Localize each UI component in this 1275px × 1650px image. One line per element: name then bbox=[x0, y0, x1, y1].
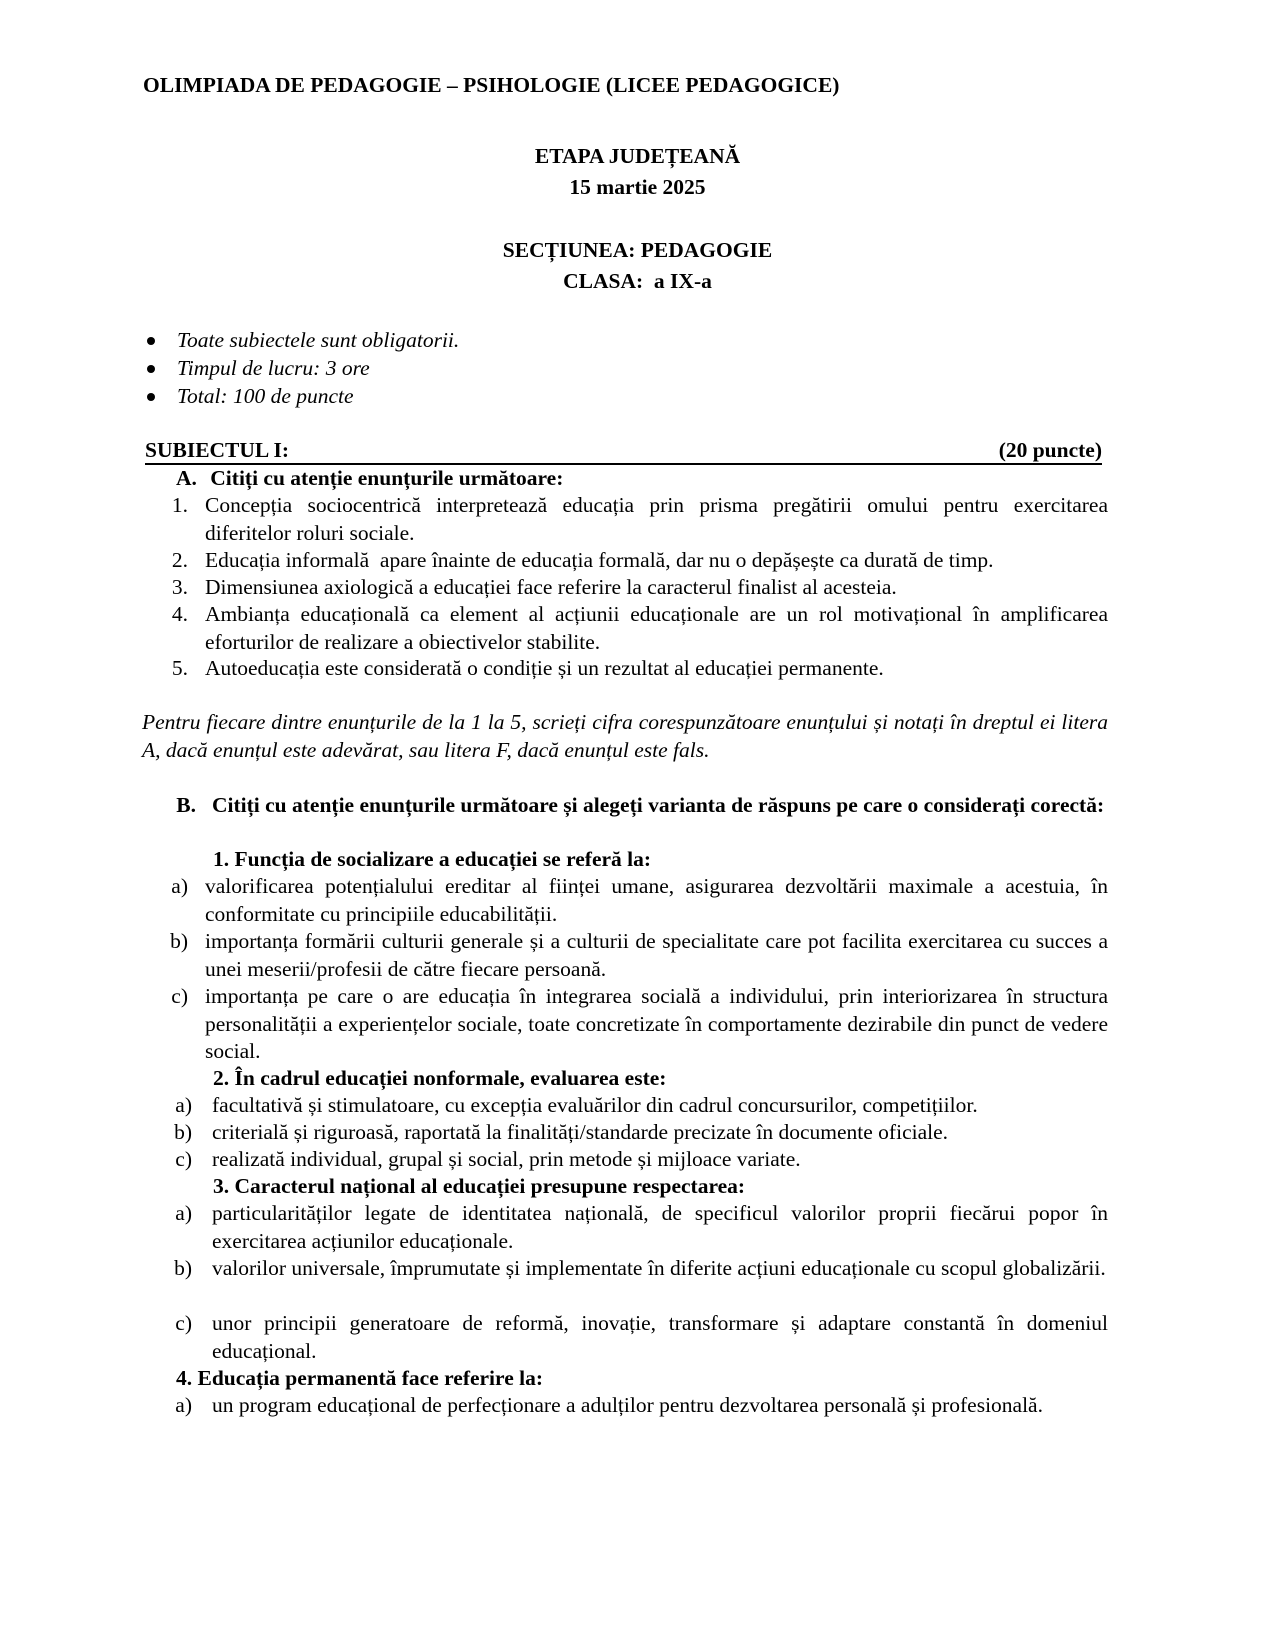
option-text: valorificarea potențialului ereditar al ființei umane, asigurarea dezvoltării maximale a acestuia, în conformitate cu principiile educabilității. bbox=[205, 874, 1108, 926]
option-text: particularităților legate de identitatea națională, de specificul valorilor proprii fiecărui popor în exercitarea acțiunilor educaționale. bbox=[212, 1201, 1108, 1253]
question-title: 1. Funcția de socializare a educației se referă la: bbox=[213, 847, 652, 871]
statement-text: Autoeducația este considerată o condiție și un rezultat al educației permanente. bbox=[205, 656, 884, 680]
question-title: 3. Caracterul național al educației presupune respectarea: bbox=[213, 1174, 746, 1198]
statement-number: 5. bbox=[171, 656, 188, 680]
option-text: valorilor universale, împrumutate și implementate în diferite acțiuni educaționale cu scopul globalizării. bbox=[212, 1256, 1106, 1280]
option-text: un program educațional de perfecționare a adulților pentru dezvoltarea personală și profesională. bbox=[212, 1393, 1043, 1417]
option-text: unor principii generatoare de reformă, inovație, transformare și adaptare constantă în domeniul educațional. bbox=[212, 1311, 1108, 1363]
subject-title: SUBIECTUL I: bbox=[145, 438, 289, 462]
option-letter: b) bbox=[174, 1256, 192, 1280]
option-letter: c) bbox=[175, 1311, 192, 1335]
part-a-heading bbox=[176, 465, 563, 493]
part-a-instruction: Pentru fiecare dintre enunțurile de la 1 la 5, scrieți cifra corespunzătoare enunțului și notați în dreptul ei litera A, dacă enunțul este adevărat, sau litera F, dacă enunțul este fals. bbox=[142, 710, 1108, 762]
statement-number: 2. bbox=[171, 548, 188, 572]
instruction-item bbox=[0, 327, 1275, 355]
bullet-icon bbox=[147, 337, 155, 345]
subject-heading bbox=[145, 437, 1102, 465]
option-text: importanța formării culturii generale și a culturii de specialitate care pot facilita exercitarea cu succes a unei meserii/profesii de către fiecare persoană. bbox=[205, 929, 1108, 981]
option-letter: b) bbox=[170, 929, 188, 953]
section-title: SECȚIUNEA: PEDAGOGIE bbox=[502, 238, 773, 262]
olympiad-title: OLIMPIADA DE PEDAGOGIE – PSIHOLOGIE (LICEE PEDAGOGICE) bbox=[143, 73, 840, 97]
part-a-label: A. bbox=[176, 466, 197, 490]
bullet-icon bbox=[147, 393, 155, 401]
option-text: facultativă și stimulatoare, cu excepția evaluărilor din cadrul concursurilor, competițiilor. bbox=[212, 1093, 978, 1117]
option-letter: c) bbox=[171, 984, 188, 1008]
bullet-icon bbox=[147, 365, 155, 373]
question-title: 2. În cadrul educației nonformale, evaluarea este: bbox=[213, 1066, 667, 1090]
subject-points: (20 puncte) bbox=[998, 438, 1102, 462]
part-b-label: B. bbox=[176, 793, 196, 817]
option-letter: a) bbox=[175, 1093, 192, 1117]
statement-text: Dimensiunea axiologică a educației face referire la caracterul finalist al acesteia. bbox=[205, 575, 897, 599]
option-text: criterială și riguroasă, raportată la finalități/standarde precizate în documente oficiale. bbox=[212, 1120, 949, 1144]
statement-text: Educația informală apare înainte de educația formală, dar nu o depășește ca durată de timp. bbox=[205, 548, 994, 572]
statement-text: Concepția sociocentrică interpretează educația prin prisma pregătirii omului pentru exercitarea diferitelor roluri sociale. bbox=[205, 493, 1108, 545]
option-text: importanța pe care o are educația în integrarea socială a individului, prin interiorizarea în structura personalității a experiențelor sociale, toate concretizate în comportamente dezirabile din punct de vedere social. bbox=[205, 984, 1108, 1063]
instruction-text: Total: 100 de puncte bbox=[177, 384, 354, 408]
option-letter: a) bbox=[171, 874, 188, 898]
part-a-heading-text: Citiți cu atenție enunțurile următoare: bbox=[210, 466, 564, 490]
instruction-text: Toate subiectele sunt obligatorii. bbox=[177, 328, 460, 352]
exam-date: 15 martie 2025 bbox=[569, 175, 706, 199]
part-b-heading-text: Citiți cu atenție enunțurile următoare și alegeți varianta de răspuns pe care o considerați corectă: bbox=[212, 793, 1105, 817]
statement-number: 4. bbox=[171, 602, 188, 626]
class-title: CLASA: a IX-a bbox=[563, 269, 712, 293]
instruction-text: Timpul de lucru: 3 ore bbox=[177, 356, 370, 380]
option-letter: a) bbox=[175, 1201, 192, 1225]
statement-text: Ambianța educațională ca element al acțiunii educaționale are un rol motivațional în amplificarea eforturilor de realizare a obiectivelor stabilite. bbox=[205, 602, 1108, 654]
option-text: realizată individual, grupal și social, prin metode și mijloace variate. bbox=[212, 1147, 801, 1171]
option-letter: b) bbox=[174, 1120, 192, 1144]
instruction-item bbox=[0, 383, 1275, 411]
statement-number: 3. bbox=[171, 575, 188, 599]
option-letter: c) bbox=[175, 1147, 192, 1171]
option-letter: a) bbox=[175, 1393, 192, 1417]
statement-number: 1. bbox=[171, 493, 188, 517]
stage-title: ETAPA JUDEȚEANĂ bbox=[534, 144, 741, 168]
instruction-item bbox=[0, 355, 1275, 383]
question-title: 4. Educația permanentă face referire la: bbox=[176, 1366, 543, 1390]
